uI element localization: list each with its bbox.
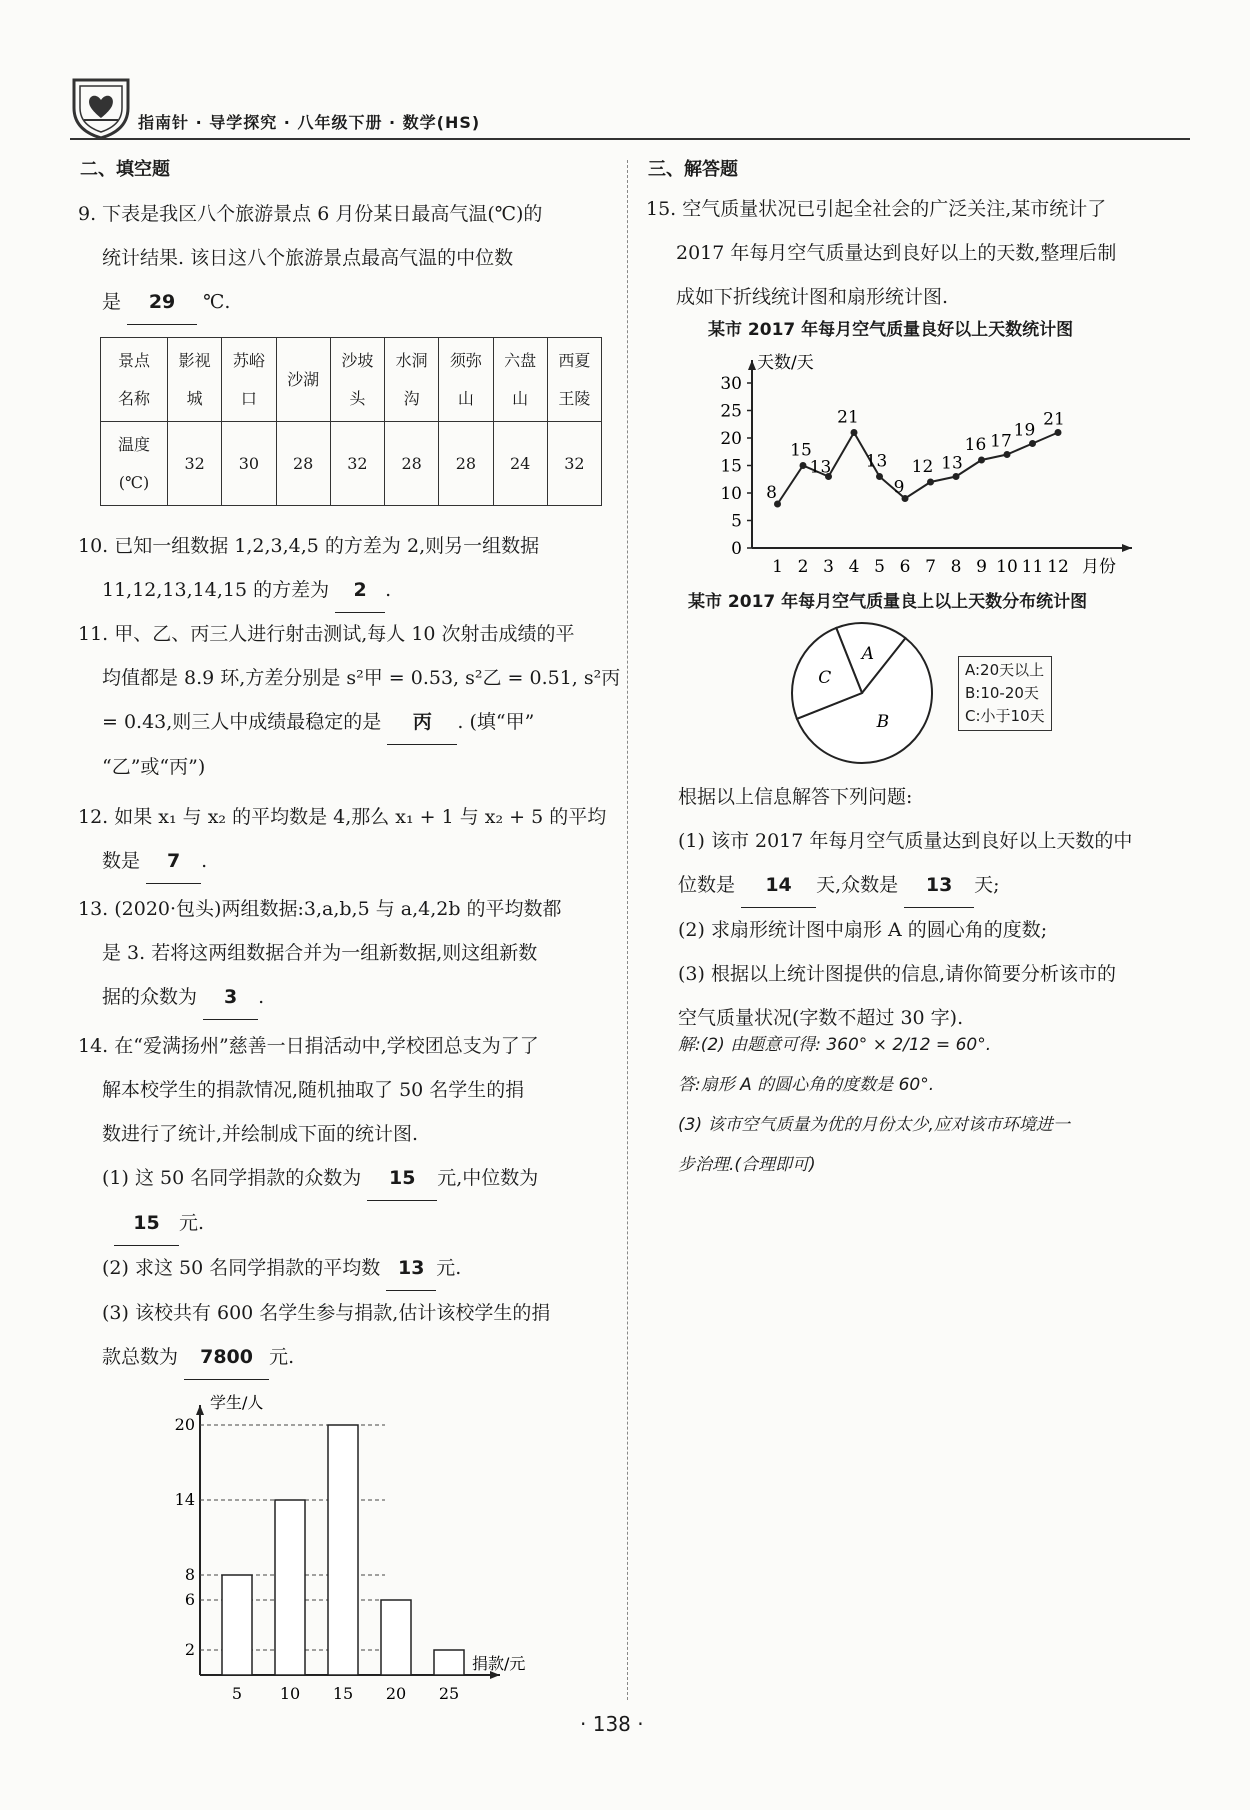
data-label: 13 (865, 451, 888, 472)
data-point (1004, 451, 1011, 458)
table-cell: 32 (330, 422, 384, 506)
legend-item: A:20天以上 (965, 661, 1045, 679)
x-tick-label: 6 (899, 557, 911, 575)
table-cell: 六盘 山 (493, 338, 547, 422)
x-tick-label: 5 (231, 1684, 243, 1700)
y-tick-label: 6 (184, 1590, 195, 1609)
bar (222, 1575, 252, 1675)
x-tick-label: 10 (996, 557, 1018, 575)
legend-item: C:小于10天 (965, 707, 1045, 725)
table-cell: 水洞 沟 (385, 338, 439, 422)
table-cell: 沙坡 头 (330, 338, 384, 422)
table-cell: 苏峪 口 (222, 338, 276, 422)
x-tick-label: 12 (1047, 557, 1069, 575)
data-label: 13 (941, 453, 963, 474)
table-cell: 30 (222, 422, 276, 506)
question-13: 13. (2020·包头)两组数据:3,a,b,5 与 a,4,2b 的平均数都 是 3. 若将这两组数据合并为一组新数据,则这组新数 据的众数为 3 . (78, 887, 623, 1020)
y-tick-label: 8 (184, 1565, 195, 1584)
slice-label: C (818, 667, 832, 688)
bar (381, 1600, 411, 1675)
answer-blank: 15 (367, 1156, 437, 1201)
answer-blank: 15 (114, 1201, 179, 1246)
section-title-fill-blank: 二、填空题 (80, 159, 170, 180)
answer-blank: 14 (741, 863, 816, 908)
y-axis-label: 学生/人 (210, 1393, 264, 1412)
header-title: 指南针 · 导学探究 · 八年级下册 · 数学(HS) (138, 113, 481, 132)
answer-blank: 7800 (184, 1335, 269, 1380)
data-point (927, 479, 934, 486)
data-point (978, 457, 985, 464)
x-tick-label: 20 (385, 1684, 407, 1700)
answer-blank: 29 (127, 280, 197, 325)
question-10: 10. 已知一组数据 1,2,3,4,5 的方差为 2,则另一组数据 11,12,13,14,15 的方差为 2 . (78, 524, 623, 613)
data-label: 21 (1043, 409, 1065, 430)
question-11: 11. 甲、乙、丙三人进行射击测试,每人 10 次射击成绩的平 均值都是 8.9 环,方差分别是 s²甲 = 0.53, s²乙 = 0.51, s²丙 = 0.43,则三人中成绩最稳定的是 丙 . (填“甲” “乙”或“丙”) (78, 623, 621, 778)
x-tick-label: 8 (950, 557, 962, 575)
table-cell: 24 (493, 422, 547, 506)
data-point (851, 429, 858, 436)
question-12: 12. 如果 x₁ 与 x₂ 的平均数是 4,那么 x₁ + 1 与 x₂ + 5 的平均 数是 7 . (78, 795, 623, 884)
table-cell: 须弥 山 (439, 338, 493, 422)
bar (275, 1500, 305, 1675)
x-tick-label: 7 (925, 557, 936, 575)
data-label: 19 (1013, 420, 1036, 441)
answer-blank: 3 (203, 975, 258, 1020)
answer-blank: 13 (904, 863, 974, 908)
answer-blank: 丙 (387, 700, 457, 745)
column-divider (627, 160, 628, 1700)
bar (434, 1650, 464, 1675)
slice-label: A (861, 643, 875, 664)
data-label: 17 (990, 431, 1012, 452)
y-tick-label: 30 (720, 374, 742, 394)
section-title-answer: 三、解答题 (648, 159, 738, 180)
y-tick-label: 14 (174, 1490, 195, 1509)
temperature-table: 景点 名称 影视 城 苏峪 口 沙湖 沙坡 头 水洞 沟 须弥 山 六盘 山 西夏 王陵 温度 (℃) 32 30 28 32 28 28 24 32 (100, 337, 602, 506)
y-axis-arrow-icon (748, 360, 756, 370)
bar (328, 1425, 358, 1675)
question-9: 9. 下表是我区八个旅游景点 6 月份某日最高气温(℃)的 统计结果. 该日这八个旅游景点最高气温的中位数 是 29 ℃. (78, 192, 618, 325)
x-axis-label: 月份 (1082, 557, 1116, 575)
data-point (1055, 429, 1062, 436)
table-cell: 影视 城 (168, 338, 222, 422)
data-point (1029, 440, 1036, 447)
table-cell: 西夏 王陵 (547, 338, 601, 422)
question-15: 15. 空气质量状况已引起全社会的广泛关注,某市统计了 2017 年每月空气质量达到良好以上的天数,整理后制 成如下折线统计图和扇形统计图. (646, 198, 1117, 308)
x-tick-label: 11 (1021, 557, 1044, 575)
x-tick-label: 2 (797, 557, 809, 575)
x-tick-label: 5 (874, 557, 885, 575)
x-axis-label: 捐款/元 (472, 1654, 526, 1673)
data-label: 9 (893, 477, 905, 498)
x-axis-arrow-icon (1122, 544, 1132, 552)
x-tick-label: 4 (848, 557, 860, 575)
data-point (876, 473, 883, 480)
pie-legend (958, 656, 1052, 731)
air-quality-line-chart (700, 340, 1140, 575)
data-label: 16 (964, 435, 987, 455)
y-tick-label: 25 (720, 401, 742, 422)
y-axis-label: 天数/天 (757, 353, 814, 373)
data-label: 8 (766, 483, 777, 503)
y-tick-label: 2 (184, 1640, 195, 1659)
x-tick-label: 3 (823, 557, 834, 575)
x-tick-label: 15 (332, 1684, 354, 1700)
y-axis-arrow-icon (196, 1405, 204, 1415)
y-tick-label: 10 (720, 484, 742, 504)
question-14: 14. 在“爱满扬州”慈善一日捐活动中,学校团总支为了了 解本校学生的捐款情况,随机抽取了 50 名学生的捐 数进行了统计,并绘制成下面的统计图. (1) 这 50 名同学捐款的众数为 15 元,中位数为 15 元. (2) 求这 50 名同学捐款的平均数 13 元. (3) 该校共有 600 名学生参与捐款,估计该校学生的捐 款总数为 7800 元. (78, 1024, 623, 1380)
data-label: 13 (809, 457, 832, 478)
line-chart-title: 某市 2017 年每月空气质量良好以上天数统计图 (708, 320, 1074, 340)
table-cell: 28 (439, 422, 493, 506)
x-tick-label: 1 (772, 557, 783, 575)
y-tick-label: 15 (720, 456, 742, 477)
answer-blank: 13 (386, 1246, 436, 1291)
slice-label: B (876, 712, 890, 733)
data-point (953, 473, 960, 480)
answer-blank: 2 (335, 568, 385, 613)
x-tick-label: 25 (438, 1684, 460, 1700)
y-tick-label: 0 (731, 539, 742, 559)
legend-item: B:10-20天 (965, 684, 1039, 702)
y-tick-label: 20 (720, 429, 742, 449)
table-cell: 28 (385, 422, 439, 506)
table-cell: 28 (276, 422, 330, 506)
question-15-parts: 根据以上信息解答下列问题: (1) 该市 2017 年每月空气质量达到良好以上天数的中 位数是 14 天,众数是 13 天; (2) 求扇形统计图中扇形 A 的圆心角的度数; (3) 根据以上统计图提供的信息,请你简要分析该市的 空气质量状况(字数不超过 30 字). (678, 786, 1133, 1029)
page-number: · 138 · (580, 1712, 644, 1736)
table-cell: 沙湖 (276, 338, 330, 422)
data-label: 15 (790, 440, 812, 461)
data-point (800, 462, 807, 469)
header-rule (70, 138, 1190, 140)
table-cell: 32 (547, 422, 601, 506)
x-tick-label: 10 (279, 1684, 301, 1700)
x-tick-label: 9 (976, 557, 987, 575)
data-label: 21 (837, 407, 859, 428)
y-tick-label: 20 (174, 1415, 195, 1434)
answer-blank: 7 (146, 839, 201, 884)
y-tick-label: 5 (731, 511, 742, 532)
data-label: 12 (911, 457, 934, 477)
donation-bar-chart (150, 1390, 550, 1700)
table-cell: 32 (168, 422, 222, 506)
handwritten-solution: 解:(2) 由题意可得: 360° × 2/12 = 60°. 答:扇形 A 的圆心角的度数是 60°. (3) 该市空气质量为优的月份太少,应对该市环境进一 步治理.(合理即可) (678, 1035, 1070, 1175)
school-badge-icon (70, 74, 132, 140)
pie-chart-title: 某市 2017 年每月空气质量良上以上天数分布统计图 (688, 592, 1088, 612)
